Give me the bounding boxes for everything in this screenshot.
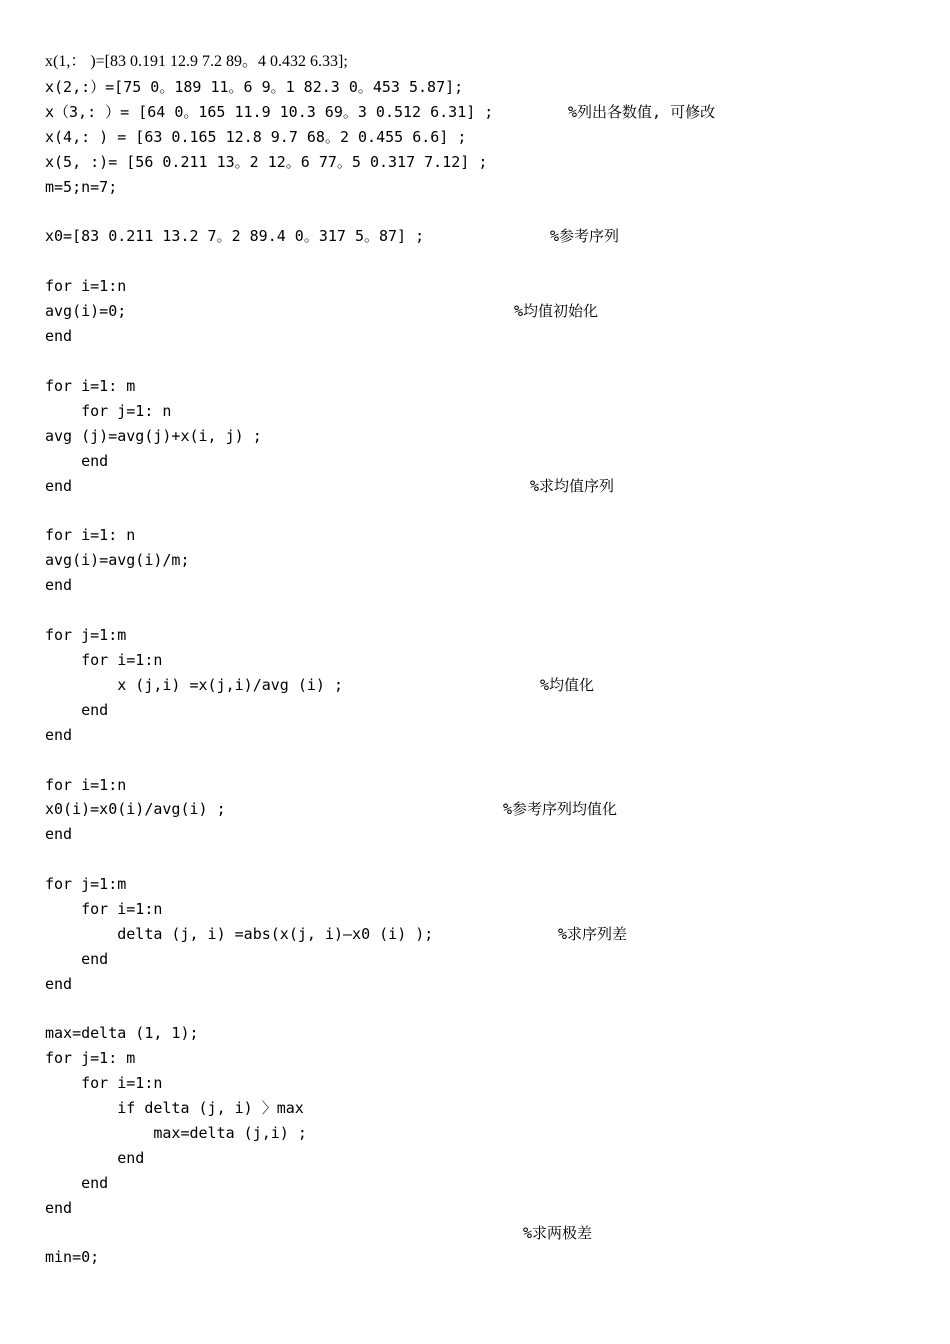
code-line: end (45, 950, 109, 968)
code-line: end (45, 975, 73, 993)
code-line: x(2,:）=[75 0。189 11。6 9。1 82.3 0。453 5.87]; (45, 78, 464, 96)
code-line: for j=1:m (45, 875, 127, 893)
code-line: avg(i)=avg(i)/m; (45, 551, 190, 569)
code-line: x(4,: ) = [63 0.165 12.8 9.7 68。2 0.455 6.6] ; (45, 128, 467, 146)
code-line: for i=1:n (45, 651, 163, 669)
code-line: x (j,i) =x(j,i)/avg (i) ; (45, 676, 344, 694)
comment-two-level-difference: %求两极差 (523, 1224, 593, 1242)
code-line: for i=1:n (45, 1074, 163, 1092)
code-line: end (45, 327, 73, 345)
comment-reference-sequence: %参考序列 (550, 227, 620, 245)
code-line: x（3,: ）= [64 0。165 11.9 10.3 69。3 0.512 6.31] ; (45, 103, 494, 121)
code-line: end (45, 576, 73, 594)
code-line: x0(i)=x0(i)/avg(i) ; (45, 800, 226, 818)
code-line: end (45, 825, 73, 843)
comment-sequence-difference: %求序列差 (558, 925, 628, 943)
code-line: min=0; (45, 1248, 100, 1266)
code-line: end (45, 477, 73, 495)
comment-reference-mean-normalize: %参考序列均值化 (503, 800, 618, 818)
comment-list-values: %列出各数值, 可修改 (568, 103, 716, 121)
code-line: for i=1:n (45, 277, 127, 295)
comment-mean-normalize: %均值化 (540, 676, 595, 694)
code-line: end (45, 726, 73, 744)
code-line: x(5, :)= [56 0.211 13。2 12。6 77。5 0.317 7.12] ; (45, 153, 488, 171)
comment-mean-init: %均值初始化 (514, 302, 599, 320)
code-line: if delta (j, i) 〉max (45, 1099, 304, 1117)
code-line: for j=1: m (45, 1049, 136, 1067)
code-line: avg (j)=avg(j)+x(i, j) ; (45, 427, 262, 445)
code-line: delta (j, i) =abs(x(j, i)—x0 (i) ); (45, 925, 434, 943)
code-line: for i=1: n (45, 526, 136, 544)
code-line: end (45, 1199, 73, 1217)
comment-mean-sequence: %求均值序列 (530, 477, 615, 495)
code-line: avg(i)=0; (45, 302, 127, 320)
code-line: end (45, 701, 109, 719)
code-line: for j=1:m (45, 626, 127, 644)
code-line: for i=1:n (45, 900, 163, 918)
code-line: end (45, 1149, 145, 1167)
code-line: m=5;n=7; (45, 178, 118, 196)
code-line: for i=1: m (45, 377, 136, 395)
code-line: end (45, 1174, 109, 1192)
code-line: max=delta (j,i) ; (45, 1124, 307, 1142)
code-line: x(1,： )=[83 0.191 12.9 7.2 89。4 0.432 6.33]; (45, 53, 348, 70)
code-line: end (45, 452, 109, 470)
code-line: x0=[83 0.211 13.2 7。2 89.4 0。317 5。87] ; (45, 227, 425, 245)
code-line: for i=1:n (45, 776, 127, 794)
code-line: for j=1: n (45, 402, 172, 420)
code-line: max=delta (1, 1); (45, 1024, 199, 1042)
